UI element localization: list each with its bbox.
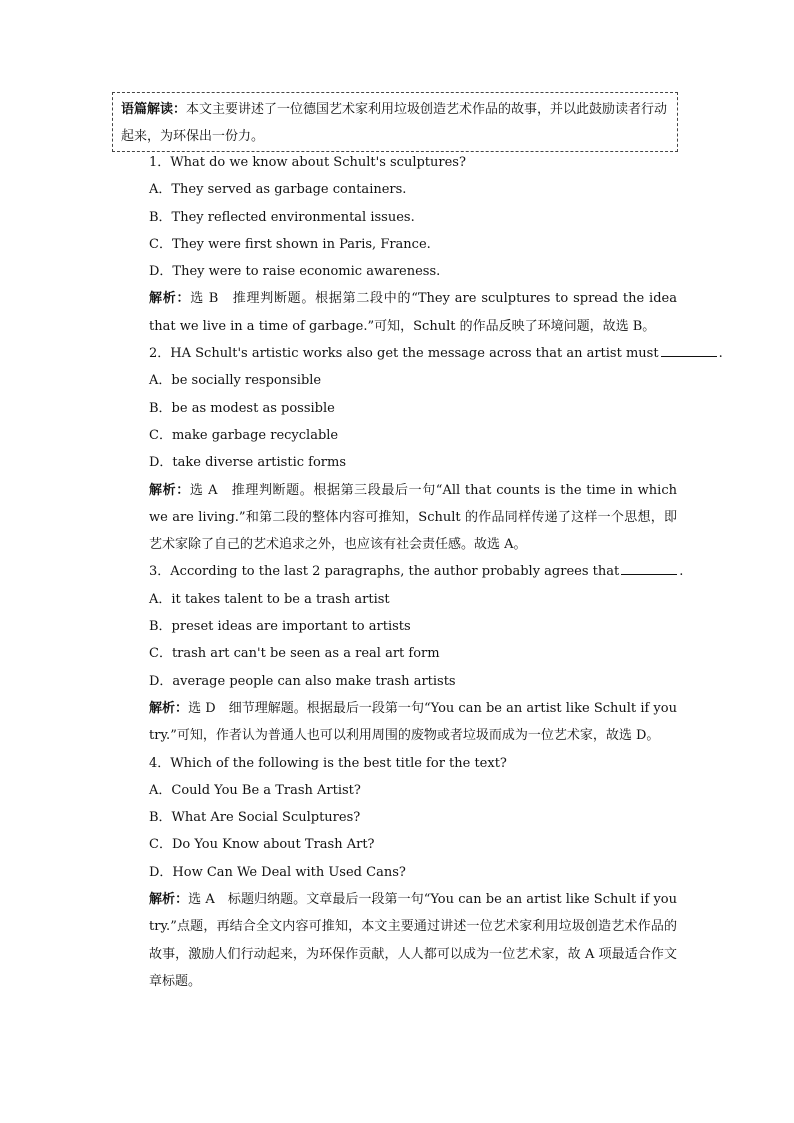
question-1-option-d: D．They were to raise economic awareness. [149,264,441,280]
question-3-option-d: D．average people can also make trash artists [149,673,456,689]
question-4-explanation [119,886,677,995]
question-4-option-d: D．How Can We Deal with Used Cans? [149,864,406,880]
question-3-stem [119,558,684,585]
explanation-text: 选 A 推理判断题。根据第三段最后一句“All that counts is the time in which we are living.”和第二段的整体内容可推知，Schult 的作品同样传递了这样一个思想，即艺术家除了自己的艺术追求之外，也应该有社会责任感。故选 A。 [149,482,677,553]
question-2-option-d: D．take diverse artistic forms [149,455,346,471]
question-3-stem-text: 3．According to the last 2 paragraphs, the author probably agrees that [149,564,620,580]
question-4-option-c: C．Do You Know about Trash Art? [149,837,375,853]
explanation-label: 解析： [149,892,189,908]
question-2-option-a: A．be socially responsible [149,373,322,389]
explanation-label: 解析： [149,700,189,716]
question-1-explanation [119,285,677,340]
explanation-text: 选 B 推理判断题。根据第二段中的“They are sculptures to spread the idea that we live in a time of garbage.”可知，Schult 的作品反映了环境问题，故选 B。 [149,291,677,334]
question-list [119,149,723,995]
question-3-option-b: B．preset ideas are important to artists [149,619,411,635]
question-1-option-a: A．They served as garbage containers. [149,182,407,198]
question-4-stem: 4．Which of the following is the best title for the text? [149,755,507,771]
question-2-stem [119,340,723,367]
question-3-stem-end: . [679,564,684,580]
answer-blank [661,344,717,357]
question-2-stem-text: 2．HA Schult's artistic works also get the message across that an artist must [149,346,659,362]
summary-text: 本文主要讲述了一位德国艺术家利用垃圾创造艺术作品的故事，并以此鼓励读者行动起来，为环保出一份力。 [121,102,668,144]
passage-summary-box [112,92,678,152]
explanation-text: 选 A 标题归纳题。文章最后一段第一句“You can be an artist like Schult if you try.”点题，再结合全文内容可推知，本文主要通过讲述一位艺术家利用垃圾创造艺术作品的故事，激励人们行动起来，为环保作贡献，人人都可以成为一位艺术家，故 A 项最适合作文章标题。 [149,892,677,989]
question-2-option-c: C．make garbage recyclable [149,427,339,443]
question-1-option-c: C．They were first shown in Paris, France. [149,236,431,252]
question-2-option-b: B．be as modest as possible [149,400,335,416]
question-3-explanation [119,695,677,750]
summary-label: 语篇解读： [121,102,187,117]
question-3-option-a: A．it takes talent to be a trash artist [149,591,390,607]
explanation-label: 解析： [149,291,191,307]
explanation-text: 选 D 细节理解题。根据最后一段第一句“You can be an artist like Schult if you try.”可知，作者认为普通人也可以利用周围的废物或者垃圾而成为一位艺术家，故选 D。 [149,700,677,744]
question-3-option-c: C．trash art can't be seen as a real art form [149,646,440,662]
question-1-stem: 1．What do we know about Schult's sculptures? [149,155,466,170]
question-1-option-b: B．They reflected environmental issues. [149,209,415,225]
explanation-label: 解析： [149,482,190,498]
question-2-explanation [119,477,677,559]
answer-blank [621,562,677,575]
question-4-option-a: A．Could You Be a Trash Artist? [149,782,361,798]
question-4-option-b: B．What Are Social Sculptures? [149,810,361,826]
question-2-stem-end: . [718,346,723,362]
